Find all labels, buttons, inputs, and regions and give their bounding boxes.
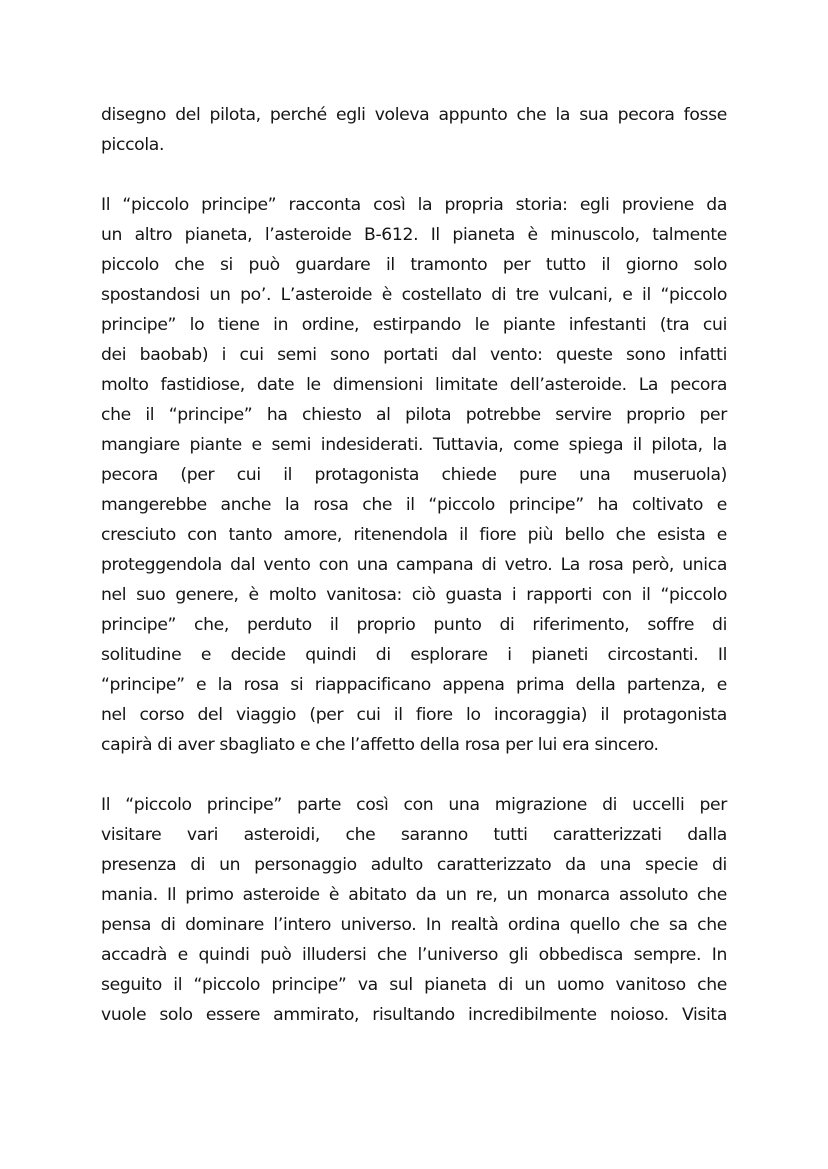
text-line: disegno del pilota, perché egli voleva appunto che la sua pecora fosse — [101, 105, 727, 125]
text-line: visitare vari asteroidi, che saranno tutti caratterizzati dalla — [101, 825, 727, 845]
text-line: pensa di dominare l’intero universo. In realtà ordina quello che sa che — [101, 915, 727, 935]
text-line: “principe” e la rosa si riappacificano appena prima della partenza, e — [101, 675, 727, 695]
text-line: presenza di un personaggio adulto caratterizzato da una specie di — [101, 855, 727, 875]
text-line: mania. Il primo asteroide è abitato da un re, un monarca assoluto che — [101, 885, 727, 905]
text-line: dei baobab) i cui semi sono portati dal vento: queste sono infatti — [101, 345, 727, 365]
text-line: seguito il “piccolo principe” va sul pianeta di un uomo vanitoso che — [101, 975, 727, 995]
text-line: proteggendola dal vento con una campana di vetro. La rosa però, unica — [101, 555, 727, 575]
document-page — [101, 100, 727, 1060]
paragraph-1 — [101, 100, 727, 160]
text-line: principe” lo tiene in ordine, estirpando le piante infestanti (tra cui — [101, 315, 727, 335]
text-line: molto fastidiose, date le dimensioni limitate dell’asteroide. La pecora — [101, 375, 727, 395]
text-line: mangerebbe anche la rosa che il “piccolo principe” ha coltivato e — [101, 495, 727, 515]
text-line: pecora (per cui il protagonista chiede pure una museruola) — [101, 465, 727, 485]
text-line: vuole solo essere ammirato, risultando incredibilmente noioso. Visita — [101, 1005, 727, 1025]
text-line: nel corso del viaggio (per cui il fiore lo incoraggia) il protagonista — [101, 705, 727, 725]
text-line: capirà di aver sbagliato e che l’affetto della rosa per lui era sincero. — [101, 735, 659, 755]
text-line: Il “piccolo principe” racconta così la propria storia: egli proviene da — [101, 195, 727, 215]
text-line: Il “piccolo principe” parte così con una migrazione di uccelli per — [101, 795, 727, 815]
text-line: un altro pianeta, l’asteroide B-612. Il pianeta è minuscolo, talmente — [101, 225, 727, 245]
text-line: accadrà e quindi può illudersi che l’universo gli obbedisca sempre. In — [101, 945, 727, 965]
text-line: mangiare piante e semi indesiderati. Tuttavia, come spiega il pilota, la — [101, 435, 727, 455]
text-line: solitudine e decide quindi di esplorare i pianeti circostanti. Il — [101, 645, 727, 665]
text-line: spostandosi un po’. L’asteroide è costellato di tre vulcani, e il “piccolo — [101, 285, 727, 305]
paragraph-3 — [101, 790, 727, 1030]
text-line: piccolo che si può guardare il tramonto per tutto il giorno solo — [101, 255, 727, 275]
text-line: piccola. — [101, 135, 165, 155]
paragraph-2 — [101, 190, 727, 760]
text-line: cresciuto con tanto amore, ritenendola il fiore più bello che esista e — [101, 525, 727, 545]
text-line: nel suo genere, è molto vanitosa: ciò guasta i rapporti con il “piccolo — [101, 585, 727, 605]
text-line: principe” che, perduto il proprio punto di riferimento, soffre di — [101, 615, 727, 635]
text-line: che il “principe” ha chiesto al pilota potrebbe servire proprio per — [101, 405, 727, 425]
